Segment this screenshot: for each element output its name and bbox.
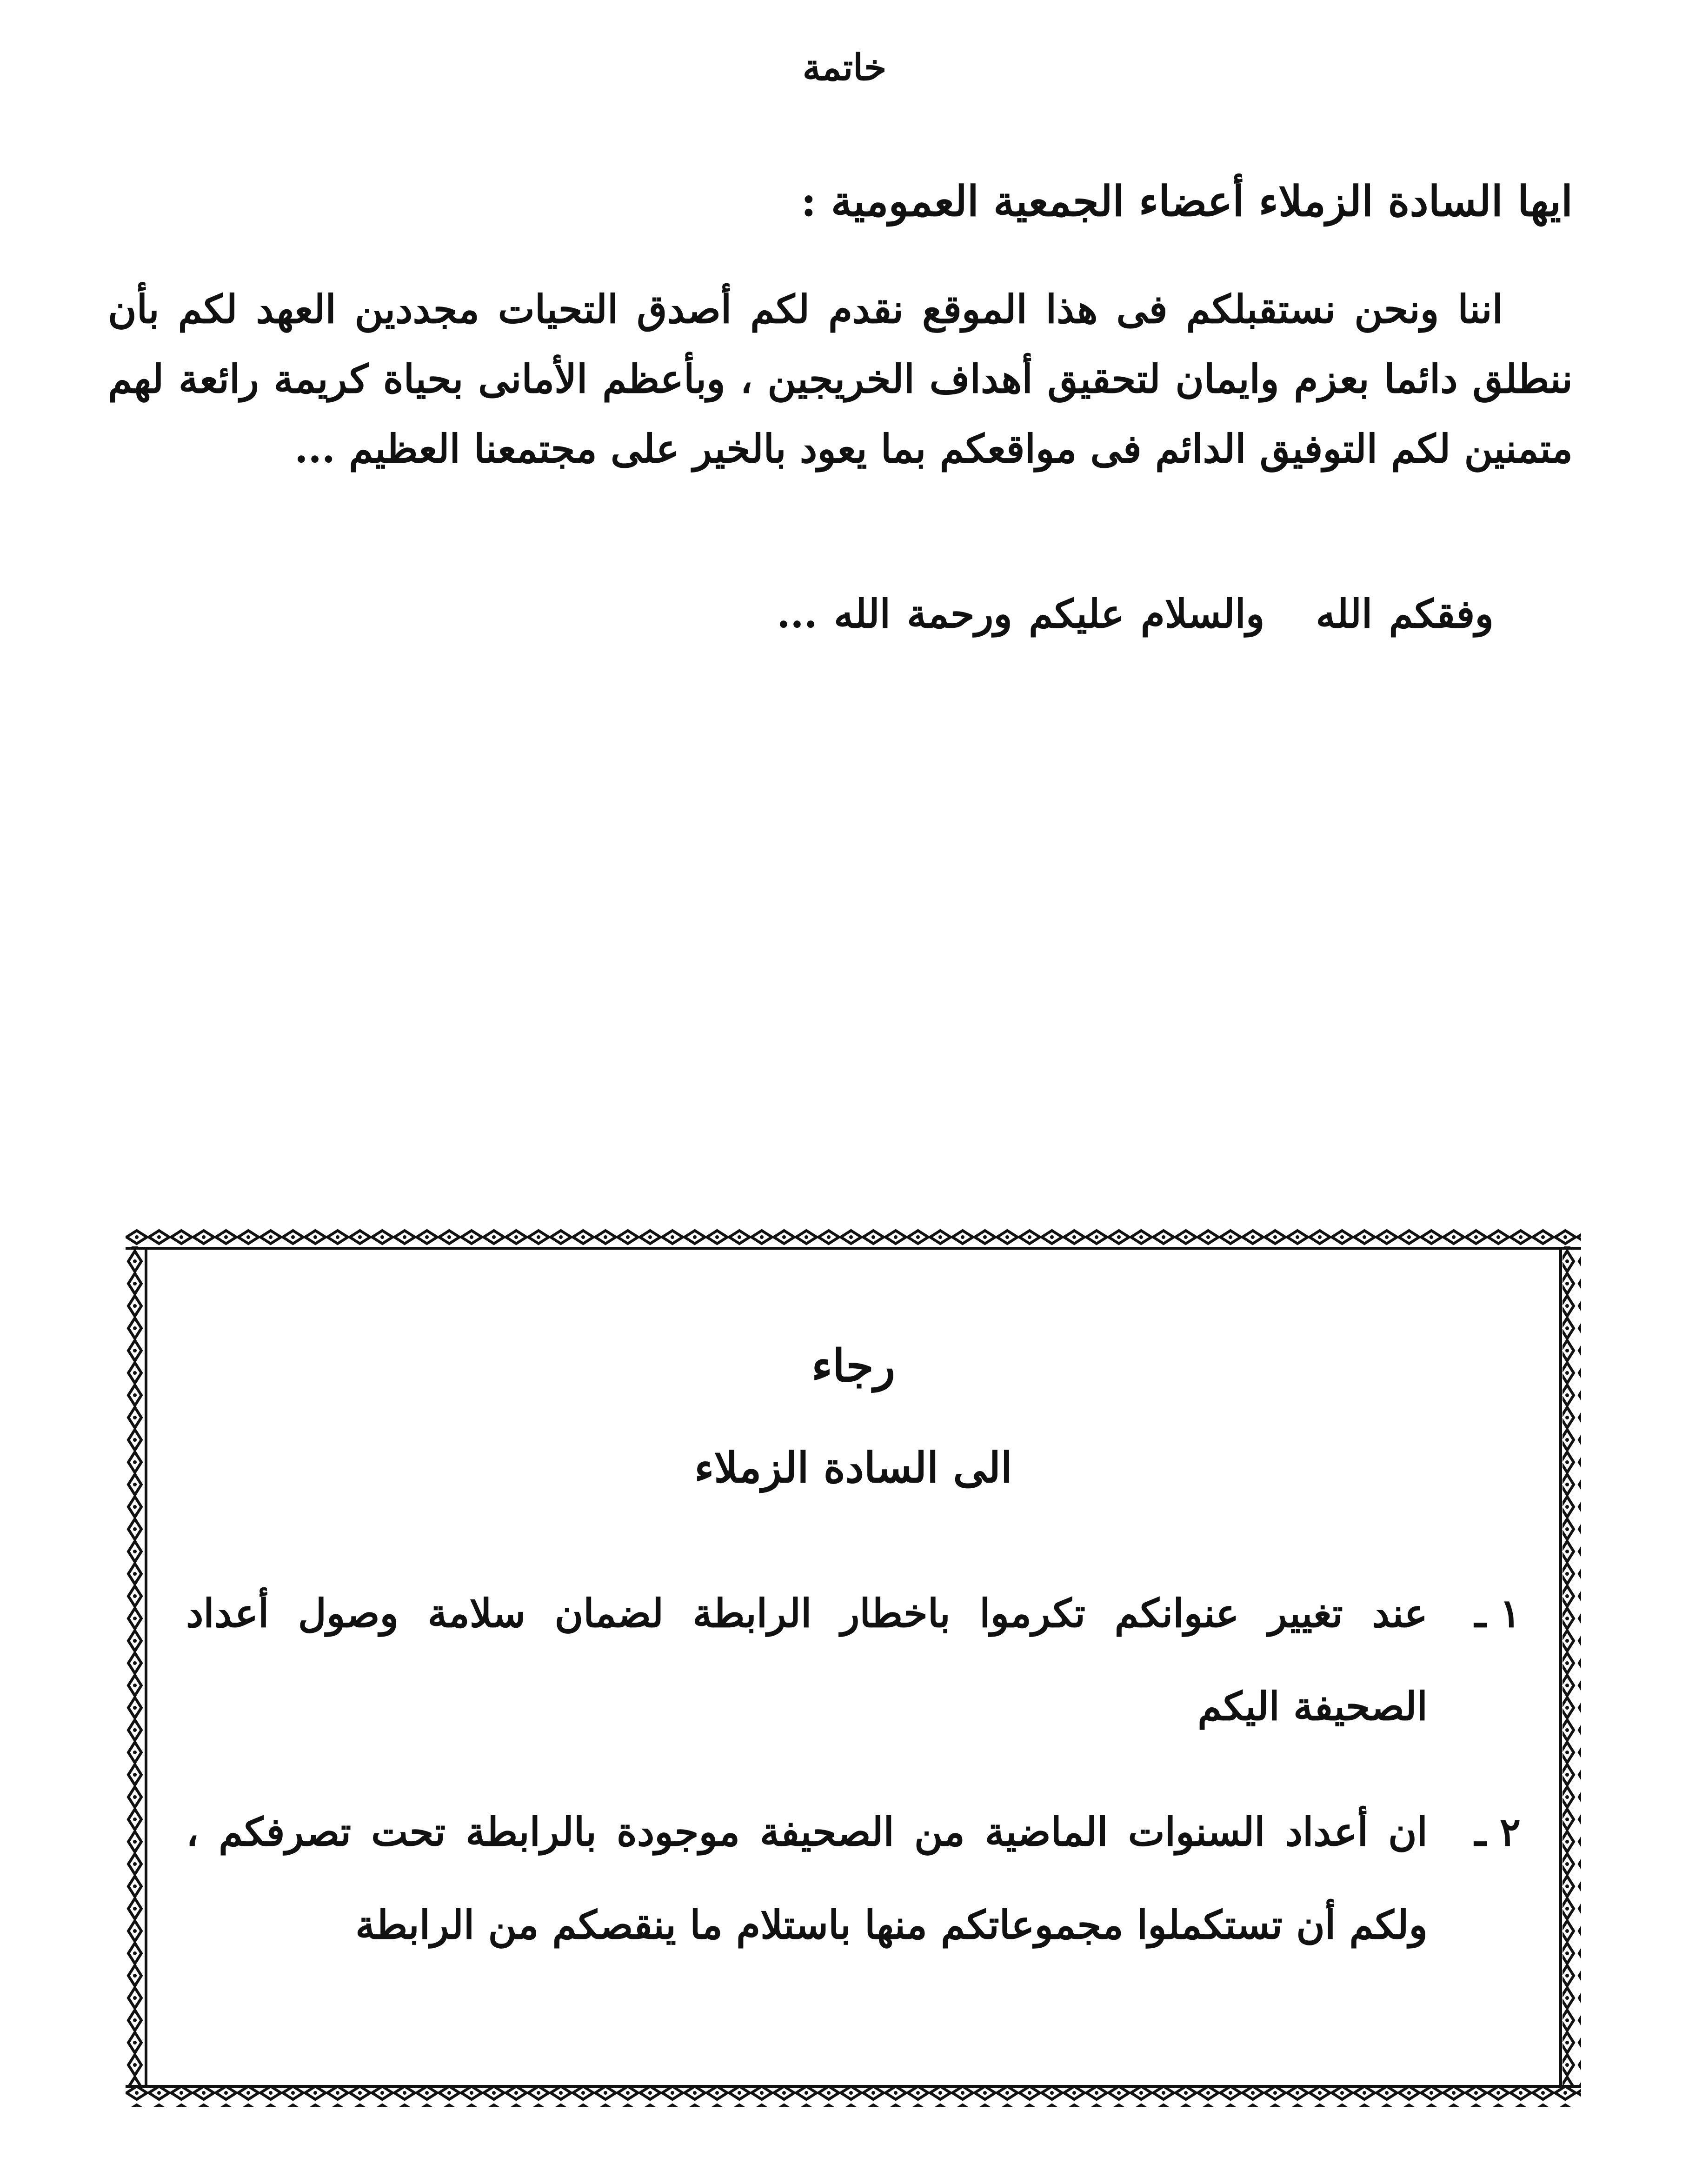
notice-box: [126, 1228, 1581, 2107]
notice-item-text: عند تغيير عنوانكم تكرموا باخطار الرابطة لضمان سلامة وصول أعداد الصحيفة اليكم: [186, 1590, 1428, 1729]
notice-item: [186, 1785, 1521, 1971]
notice-item-number: ٢ ـ: [1475, 1809, 1521, 1855]
notice-item-text: ان أعداد السنوات الماضية من الصحيفة موجودة بالرابطة تحت تصرفكم ، ولكم أن تستكملوا مجموعاتكم منها باستلام ما ينقصكم من الرابطة: [186, 1809, 1428, 1948]
closing-greeting: والسلام عليكم ورحمة الله ...: [777, 591, 1265, 637]
salutation-line: ايها السادة الزملاء أعضاء الجمعية العمومية :: [801, 177, 1573, 226]
page-title: خاتمة: [802, 47, 887, 89]
notice-heading: رجاء: [811, 1339, 896, 1392]
body-paragraph: اننا ونحن نستقبلكم فى هذا الموقع نقدم لكم أصدق التحيات مجددين العهد لكم بأن ننطلق دائما بعزم وايمان لتحقيق أهداف الخريجين ، وبأعظم الأمانى بحياة كريمة رائعة لهم متمنين لكم التوفيق الدائم فى مواقعكم بما يعود بالخير على مجتمعنا العظيم ...: [108, 286, 1573, 472]
notice-item-number: ١ ـ: [1475, 1590, 1521, 1636]
notice-subheading: الى السادة الزملاء: [694, 1443, 1012, 1492]
closing-line: [192, 591, 1494, 637]
notice-content: [186, 1270, 1521, 2060]
notice-item: [186, 1567, 1521, 1753]
closing-blessing: وفقكم الله: [1316, 591, 1494, 637]
